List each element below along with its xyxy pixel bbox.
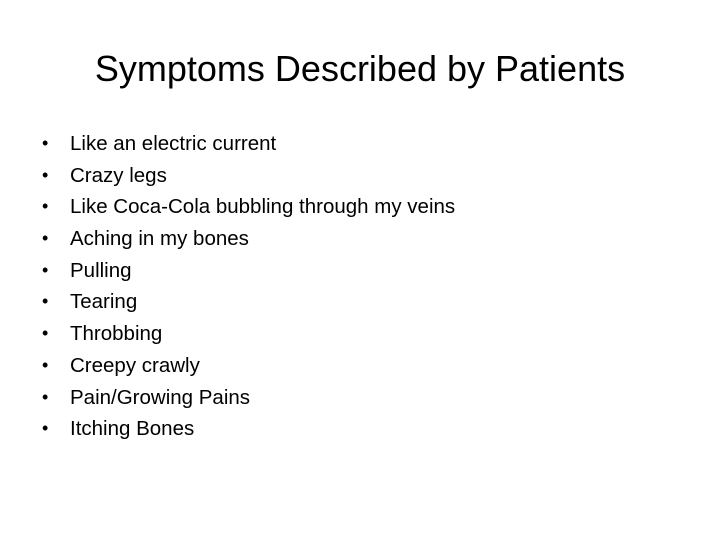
bullet-dot-icon: • (42, 196, 49, 217)
bullet-dot-icon: • (42, 386, 49, 407)
bullet-text: Itching Bones (70, 417, 195, 441)
bullet-dot-icon: • (42, 323, 49, 344)
bullet-text: Like an electric current (70, 132, 277, 155)
bullet-text: Pulling (70, 258, 132, 282)
bullet-text: Aching in my bones (70, 227, 249, 251)
bullet-item-4 (42, 223, 682, 255)
bullet-dot-icon: • (42, 228, 49, 249)
bullet-dot-icon: • (42, 418, 49, 439)
bullet-item-10 (42, 413, 682, 445)
bullet-dot-icon: • (42, 164, 49, 185)
slide-title: Symptoms Described by Patients (94, 48, 626, 89)
bullet-item-7 (42, 318, 682, 350)
bullet-item-3 (42, 191, 682, 223)
bullet-item-5 (42, 255, 682, 287)
bullet-text: Crazy legs (70, 163, 167, 187)
bullet-text: Throbbing (70, 322, 163, 346)
bullet-dot-icon: • (42, 291, 49, 312)
bullet-item-9 (42, 382, 682, 414)
bullet-text: Creepy crawly (70, 353, 200, 377)
bullet-text: Tearing (70, 290, 138, 314)
bullet-text: Pain/Growing Pains (70, 385, 251, 409)
bullet-item-8 (42, 350, 682, 382)
bullet-dot-icon: • (42, 259, 49, 280)
bullet-dot-icon: • (42, 133, 49, 153)
bullet-text: Like Coca-Cola bubbling through my veins (70, 195, 456, 219)
bullet-item-6 (42, 286, 682, 318)
bullet-item-1 (42, 128, 682, 160)
bullet-dot-icon: • (42, 354, 49, 375)
bullet-list (42, 128, 682, 445)
bullet-item-2 (42, 160, 682, 192)
